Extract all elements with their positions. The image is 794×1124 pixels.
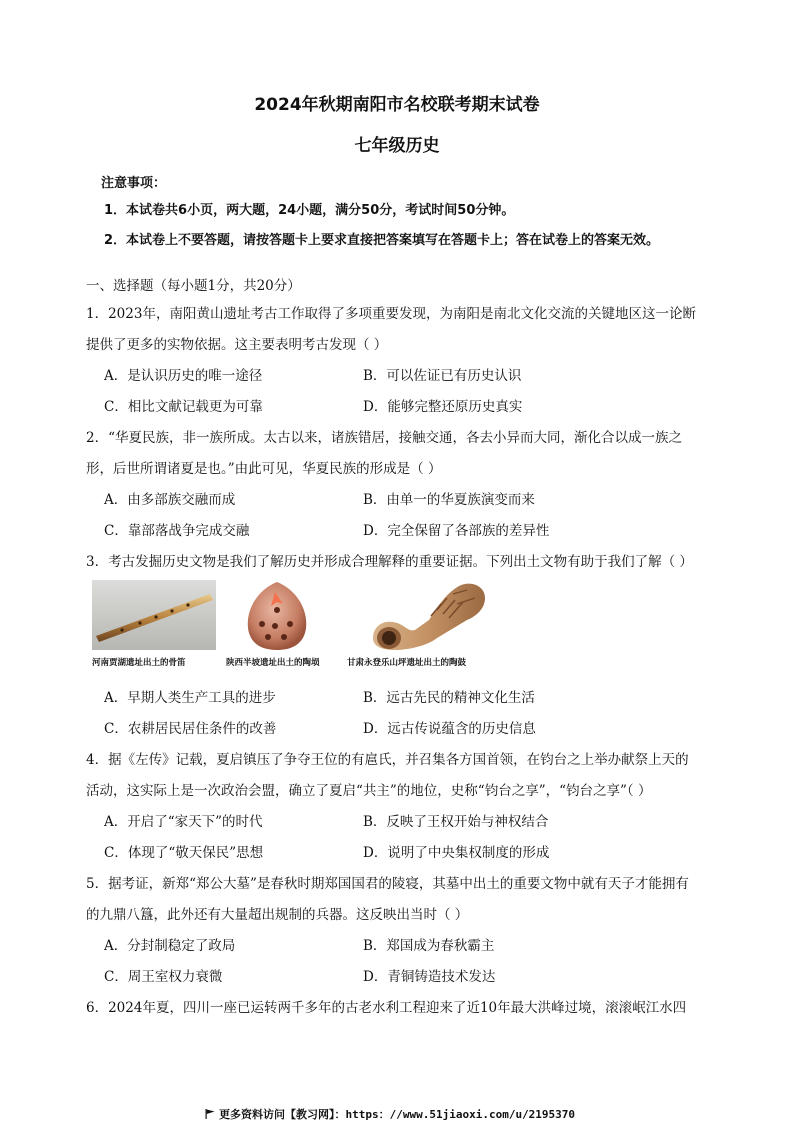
question-4-option-c: C．体现了“敬天保民”思想	[104, 845, 264, 861]
question-3-text: 3．考古发掘历史文物是我们了解历史并形成合理解释的重要证据。下列出土文物有助于我们了解（ ）	[86, 554, 693, 570]
question-1-option-c: C．相比文献记载更为可靠	[104, 399, 263, 415]
question-3-option-d: D．远古传说蕴含的历史信息	[363, 721, 536, 737]
question-3-option-a: A．早期人类生产工具的进步	[104, 690, 276, 706]
notice-item: 2．本试卷上不要答题，请按答题卡上要求直接把答案填写在答题卡上；答在试卷上的答案无效。	[104, 233, 660, 248]
question-1-option-d: D．能够完整还原历史真实	[363, 399, 523, 415]
question-5-option-a: A．分封制稳定了政局	[104, 938, 236, 954]
footer-link[interactable]	[205, 1106, 575, 1122]
question-4-text: 活动，这实际上是一次政治会盟，确立了夏启“共主”的地位，史称“钧台之享”，“钧台之享”（ ）	[86, 783, 652, 799]
notice-heading: 注意事项：	[101, 176, 167, 191]
question-1-text: 提供了更多的实物依据。这主要表明考古发现（ ）	[86, 337, 388, 353]
figure-caption: 甘肃永登乐山坪遗址出土的陶鼓	[347, 658, 467, 668]
question-4-text: 4．据《左传》记载，夏启镇压了争夺王位的有扈氏，并召集各方国首领，在钧台之上举办献祭上天的	[86, 752, 689, 768]
question-4-option-b: B．反映了王权开始与神权结合	[363, 814, 549, 830]
bone-flute-image	[92, 580, 216, 650]
question-3-option-b: B．远古先民的精神文化生活	[363, 690, 535, 706]
question-3-option-c: C．农耕居民居住条件的改善	[104, 721, 277, 737]
pottery-xun-image	[242, 580, 312, 652]
footer-text: 更多资料访问【教习网】：https：//www.51jiaoxi.com/u/2195370	[219, 1108, 576, 1121]
section-heading: 一、选择题（每小题1分，共20分）	[86, 278, 301, 294]
question-2-text: 形，后世所谓诸夏是也。”由此可见，华夏民族的形成是（ ）	[86, 461, 442, 477]
notice-item: 1．本试卷共6小页，两大题，24小题，满分50分，考试时间50分钟。	[104, 203, 515, 218]
question-1-text: 1．2023年，南阳黄山遗址考古工作取得了多项重要发现，为南阳是南北文化交流的关键地区这一论断	[86, 306, 696, 322]
question-5-option-d: D．青铜铸造技术发达	[363, 969, 496, 985]
pottery-drum-image	[367, 580, 487, 658]
question-5-option-b: B．郑国成为春秋霸主	[363, 938, 495, 954]
question-5-text: 5．据考证，新郑“郑公大墓”是春秋时期郑国国君的陵寝，其墓中出土的重要文物中就有天子才能拥有	[86, 876, 689, 892]
question-2-text: 2．“华夏民族，非一族所成。太古以来，诸族错居，接触交通，各去小异而大同，渐化合以成一族之	[86, 430, 682, 446]
question-5-text: 的九鼎八簋，此外还有大量超出规制的兵器。这反映出当时（ ）	[86, 907, 469, 923]
question-2-option-d: D．完全保留了各部族的差异性	[363, 523, 550, 539]
question-2-option-c: C．靠部落战争完成交融	[104, 523, 250, 539]
exam-subtitle: 七年级历史	[354, 136, 440, 156]
figure-caption: 陕西半坡遗址出土的陶埙	[226, 658, 320, 668]
figure-caption: 河南贾湖遗址出土的骨笛	[92, 658, 186, 668]
exam-title: 2024年秋期南阳市名校联考期末试卷	[254, 95, 540, 115]
question-4-option-d: D．说明了中央集权制度的形成	[363, 845, 550, 861]
question-1-option-b: B．可以佐证已有历史认识	[363, 368, 522, 384]
question-2-option-b: B．由单一的华夏族演变而来	[363, 492, 535, 508]
question-1-option-a: A．是认识历史的唯一途径	[104, 368, 263, 384]
question-4-option-a: A．开启了“家天下”的时代	[104, 814, 263, 830]
question-5-option-c: C．周王室权力衰微	[104, 969, 223, 985]
question-2-option-a: A．由多部族交融而成	[104, 492, 236, 508]
question-6-text: 6．2024年夏，四川一座已运转两千多年的古老水利工程迎来了近10年最大洪峰过境，滚滚岷江水四	[86, 1000, 687, 1016]
flag-icon	[205, 1109, 215, 1119]
